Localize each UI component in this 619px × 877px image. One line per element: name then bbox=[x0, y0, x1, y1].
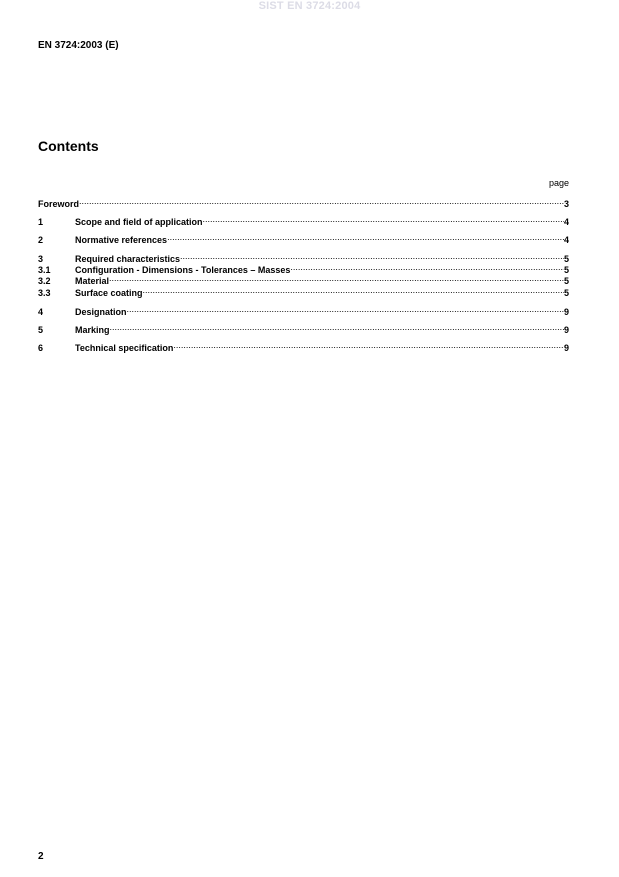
toc-leader-dots bbox=[203, 214, 564, 225]
toc-entry-title: Designation bbox=[75, 307, 127, 317]
toc-entry-number: 3.3 bbox=[38, 288, 51, 298]
toc-entry-title: Configuration - Dimensions - Tolerances – Masses bbox=[75, 265, 291, 275]
toc-entry-page: 5 bbox=[563, 276, 569, 286]
toc-entry-title: Marking bbox=[75, 325, 110, 335]
toc-entry-number: 4 bbox=[38, 307, 44, 317]
toc-entry-surface-coating[interactable] bbox=[38, 285, 569, 296]
watermark: SIST EN 3724:2004 bbox=[258, 0, 361, 12]
toc-entry-material[interactable] bbox=[38, 273, 569, 284]
toc-entry-technical-specification[interactable] bbox=[38, 340, 569, 351]
toc-entry-title: Required characteristics bbox=[75, 254, 181, 264]
toc-entry-page: 5 bbox=[563, 288, 569, 298]
toc-entry-number: 1 bbox=[38, 217, 44, 227]
toc-leader-dots bbox=[290, 262, 564, 273]
page-number: 2 bbox=[38, 851, 44, 862]
toc-leader-dots bbox=[79, 196, 564, 207]
toc-entry-page: 4 bbox=[563, 235, 569, 245]
toc-entry-number: 5 bbox=[38, 325, 44, 335]
toc-entry-number: 3 bbox=[38, 254, 44, 264]
toc-entry-title: Scope and field of application bbox=[75, 217, 203, 227]
toc-entry-title: Surface coating bbox=[75, 288, 143, 298]
toc-leader-dots bbox=[167, 232, 564, 243]
toc-entry-page: 5 bbox=[563, 254, 569, 264]
toc-entry-page: 9 bbox=[563, 325, 569, 335]
contents-heading: Contents bbox=[38, 138, 99, 154]
toc-entry-title: Material bbox=[75, 276, 110, 286]
toc-entry-page: 3 bbox=[563, 199, 569, 209]
toc-entry-configuration[interactable] bbox=[38, 262, 569, 273]
toc-entry-number: 3.2 bbox=[38, 276, 51, 286]
toc-entry-normative-references[interactable] bbox=[38, 232, 569, 243]
toc-entry-page: 9 bbox=[563, 343, 569, 353]
toc-entry-required-characteristics[interactable] bbox=[38, 251, 569, 262]
toc-leader-dots bbox=[143, 285, 564, 296]
toc-leader-dots bbox=[109, 273, 564, 284]
toc-entry-number: 6 bbox=[38, 343, 44, 353]
toc-entry-title: Normative references bbox=[75, 235, 168, 245]
toc-entry-marking[interactable] bbox=[38, 322, 569, 333]
toc-entry-page: 9 bbox=[563, 307, 569, 317]
toc-entry-title: Technical specification bbox=[75, 343, 174, 353]
document-id: EN 3724:2003 (E) bbox=[38, 40, 119, 51]
toc-leader-dots bbox=[127, 304, 564, 315]
toc-entry-page: 5 bbox=[563, 265, 569, 275]
toc-entry-number: 3.1 bbox=[38, 265, 51, 275]
toc-entry-title: Foreword bbox=[38, 199, 80, 209]
toc-entry-foreword[interactable] bbox=[38, 196, 569, 207]
toc-entry-designation[interactable] bbox=[38, 304, 569, 315]
toc-entry-number: 2 bbox=[38, 235, 44, 245]
toc-entry-scope[interactable] bbox=[38, 214, 569, 225]
toc-leader-dots bbox=[173, 340, 564, 351]
toc-entry-page: 4 bbox=[563, 217, 569, 227]
toc-leader-dots bbox=[180, 251, 564, 262]
page-column-label: page bbox=[548, 178, 569, 188]
toc-leader-dots bbox=[110, 322, 564, 333]
